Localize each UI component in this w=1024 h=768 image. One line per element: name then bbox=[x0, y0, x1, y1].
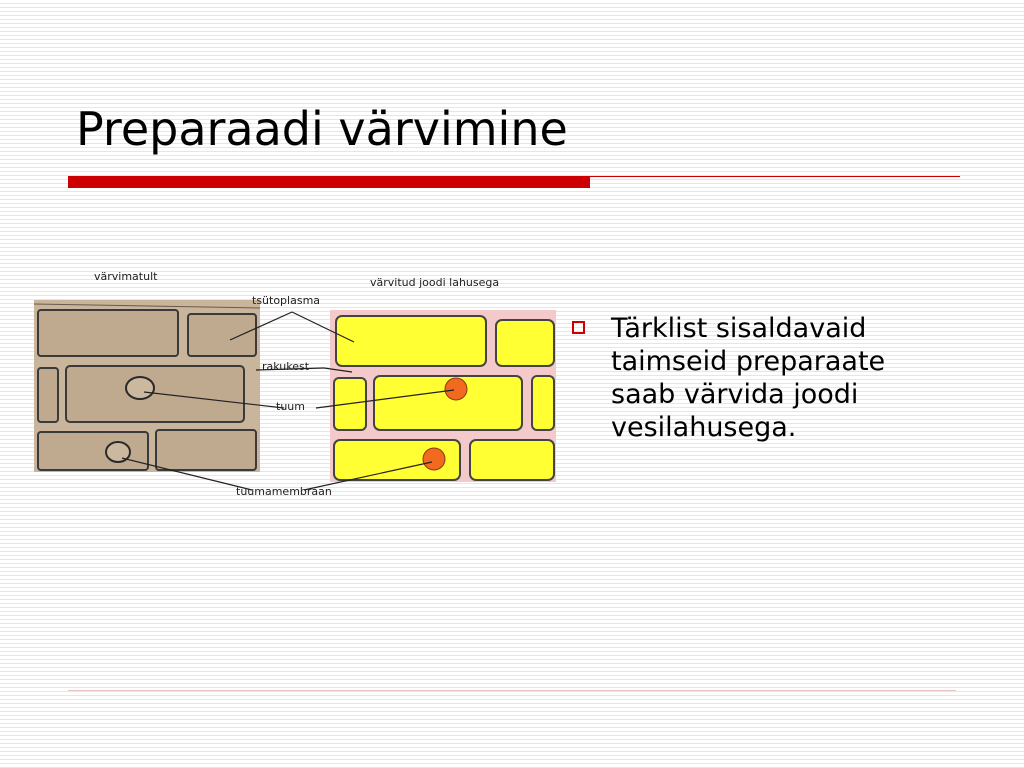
label-stained: värvitud joodi lahusega bbox=[370, 276, 500, 289]
cell-staining-illustration bbox=[34, 262, 556, 508]
hollow-square-bullet-icon bbox=[572, 321, 585, 334]
slide-title: Preparaadi värvimine bbox=[76, 102, 568, 156]
label-nucleus: tuum bbox=[276, 400, 305, 413]
bullet-item bbox=[572, 312, 972, 444]
bullet-text: Tärklist sisaldavaid taimseid preparaate saab värvida joodi vesilahusega. bbox=[611, 313, 886, 443]
label-nuclear-membrane: tuumamembraan bbox=[236, 485, 332, 498]
stained-tissue-drawing bbox=[330, 310, 556, 482]
label-cytoplasm: tsütoplasma bbox=[252, 294, 321, 307]
title-underline-thin bbox=[590, 176, 960, 177]
label-cell-wall: rakukest bbox=[262, 360, 310, 373]
label-unstained: värvimatult bbox=[94, 270, 158, 283]
unstained-tissue-drawing bbox=[34, 300, 260, 472]
footer-divider bbox=[68, 690, 956, 691]
title-underline-red bbox=[68, 176, 590, 188]
bullet-list bbox=[572, 312, 972, 444]
